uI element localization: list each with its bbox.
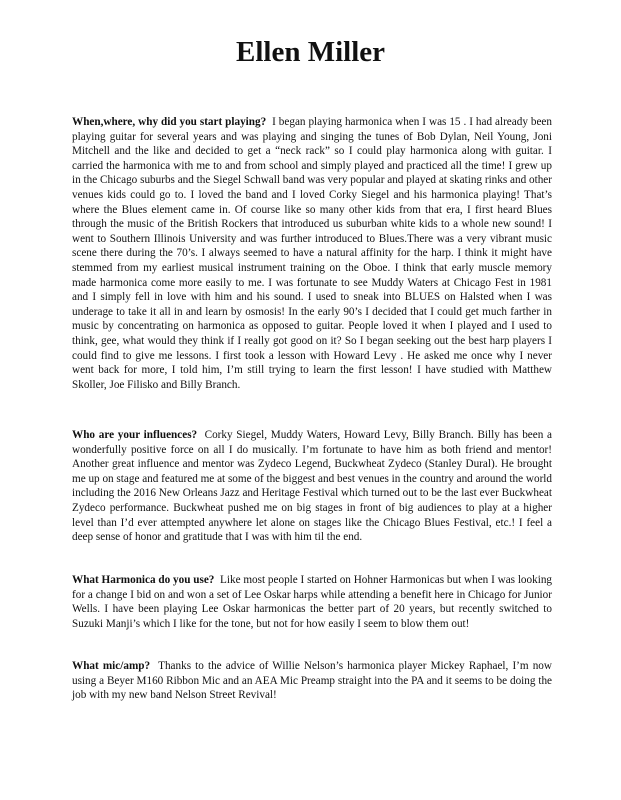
answer-text: Thanks to the advice of Willie Nelson’s harmonica player Mickey Raphael, I’m now using a Beyer M160 Ribbon Mic and an AEA Mic Preamp straight into the PA and it seems to be doing the job with my new band Nelson Street Revival! <box>72 660 552 702</box>
qa-section-influences <box>72 428 552 545</box>
answer-text: I began playing harmonica when I was 15 . I had already been playing guitar for several years and was playing and singing the tunes of Bob Dylan, Neil Young, Joni Mitchell and the like and decided to get a “neck rack” so I could play harmonica along with guitar. I carried the harmonica with me to and from school and simply played and practiced all the time! I grew up in the Chicago suburbs and the Siegel Schwall band was very popular and played at skating rinks and other venues kids could go to. I loved the band and I loved Corky Siegel and his harmonica playing! That’s where the Blues element came in. Of course like so many other kids from that era, I first heard Blues through the music of the British Rockers that introduced us suburban white kids to a whole new sound! I went to Southern Illinois University and was further introduced to Blues.There was a very vibrant music scene there during the 70’s. I always seemed to have a natural affinity for the harp. I think it might have stemmed from my earliest musical instrument training on the Oboe. I think that early muscle memory made harmonica come more easily to me. I was fortunate to see Muddy Waters at Chicago Fest in 1981 and I simply fell in love with him and his sound. I used to sneak into BLUES on Halsted when I was underage to take it all in and learn by osmosis! In the early 90’s I decided that I could get much farther in music by concentrating on harmonica as opposed to guitar. People loved it when I played and I used to think, gee, what would they think if I really got good on it? So I began seeking out the best harp players I could find to give me lessons. I first took a lesson with Howard Levy . He asked me once why I never went back for more, I told him, I’m still trying to learn the first lesson! I have studied with Matthew Skoller, Joe Filisko and Billy Branch. <box>72 116 552 391</box>
answer-text: Like most people I started on Hohner Harmonicas but when I was looking for a change I bid on and won a set of Lee Oskar harps while attending a benefit here in Chicago for Junior Wells. I have been playing Lee Oskar harmonicas the better part of 20 years, but recently switched to Suzuki Manji’s which I like for the tone, but not for how easily I seem to blow them out! <box>72 574 553 630</box>
page-title: Ellen Miller <box>236 36 385 68</box>
question-heading: Who are your influences? <box>72 429 198 441</box>
answer-text: Corky Siegel, Muddy Waters, Howard Levy, Billy Branch. Billy has been a wonderfully positive force on all I do musically. I’m fortunate to have him as both friend and mentor! Another great influence and mentor was Zydeco Legend, Buckwheat Zydeco (Stanley Dural). He brought me up on stage and featured me at some of the biggest and best venues in the country and around the world including the 2016 New Orleans Jazz and Heritage Festival which turned out to be the last ever Buckwheat Zydeco performance. Buckwheat pushed me on big stages in front of big audiences to play at a higher level than I’d ever attempted anywhere let alone on stages like the Chicago Blues Festival, etc.! I feel a deep sense of honor and gratitude that I was with him til the end. <box>72 429 553 544</box>
qa-section-mic-amp <box>72 659 552 703</box>
qa-section-harmonica <box>72 573 552 631</box>
qa-section-start-playing <box>72 115 552 392</box>
question-heading: What Harmonica do you use? <box>72 574 215 586</box>
question-heading: What mic/amp? <box>72 660 151 672</box>
question-heading: When,where, why did you start playing? <box>72 116 267 128</box>
